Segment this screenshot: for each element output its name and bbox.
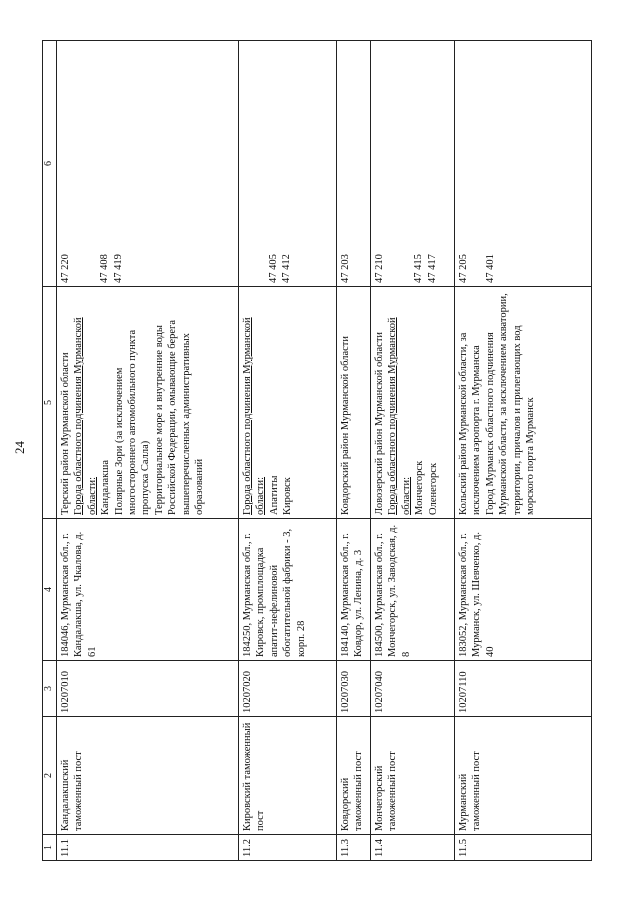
okato-code: 47 412 <box>281 254 293 283</box>
header-row <box>43 41 57 861</box>
territory-line: Кольский район Мурманской области, за исключением аэропорта г. Мурманска <box>457 332 483 515</box>
customs-posts-table <box>42 40 592 861</box>
territory-line: Оленегорск <box>427 462 439 515</box>
okato-code: 47 415 <box>413 254 425 283</box>
row-number: 11.3 <box>336 835 370 861</box>
territory-line: Кандалакша <box>100 460 112 515</box>
territory-line: Города областного подчинения Мурманской области: <box>241 317 267 515</box>
document-page <box>42 41 592 861</box>
post-code: 10207010 <box>56 661 238 717</box>
territory-cell <box>370 287 454 519</box>
okato-cell <box>336 41 370 287</box>
col-header: 3 <box>43 661 57 717</box>
okato-code: 47 419 <box>112 254 124 283</box>
okato-cell <box>454 41 591 287</box>
okato-code: 47 220 <box>59 254 71 283</box>
territory-line: Территориальное море и внутренние воды Российской Федерации, омывающие берега вышеперечисленных административных образований <box>153 319 206 515</box>
row-number: 11.5 <box>454 835 591 861</box>
okato-cell <box>370 41 454 287</box>
table-row <box>238 41 336 861</box>
okato-cell <box>238 41 336 287</box>
territory-cell <box>56 287 238 519</box>
territory-line: Город Мурманск областного подчинения Мурманской области, за исключением акватории, территории, причалов и прилегающих вод морского порта Мурманск <box>484 293 536 515</box>
territory-line: Кировск <box>282 477 294 515</box>
territory-line: Терский район Мурманской области <box>59 352 71 515</box>
row-number: 11.1 <box>56 835 238 861</box>
okato-code: 47 401 <box>485 254 497 283</box>
post-name: Мончегорский таможенный пост <box>370 717 454 835</box>
col-header: 2 <box>43 717 57 835</box>
territory-line: Полярные Зори (за исключением многостороннего автомобильного пункта пропуска Салла) <box>113 329 152 515</box>
okato-cell <box>56 41 238 287</box>
okato-code: 47 408 <box>99 254 111 283</box>
post-name: Мурманский таможенный пост <box>454 717 591 835</box>
post-name: Кировский таможенный пост <box>238 717 336 835</box>
post-address: 184500, Мурманская обл., г. Мончегорск, ул. Заводская, д. 8 <box>370 519 454 661</box>
territory-line: Города областного подчинения Мурманской области: <box>387 317 412 515</box>
row-number: 11.2 <box>238 835 336 861</box>
col-header: 5 <box>43 287 57 519</box>
territory-cell <box>336 287 370 519</box>
territory-cell <box>238 287 336 519</box>
territory-cell <box>454 287 591 519</box>
post-code: 10207110 <box>454 661 591 717</box>
territory-line: Ловозерский район Мурманской области <box>373 331 385 515</box>
col-header: 6 <box>43 41 57 287</box>
post-code: 10207020 <box>238 661 336 717</box>
territory-line: Города областного подчинения Мурманской области: <box>73 317 98 515</box>
okato-code: 47 205 <box>457 254 469 283</box>
table-row <box>454 41 591 861</box>
table-row <box>56 41 238 861</box>
col-header: 4 <box>43 519 57 661</box>
post-address: 183052, Мурманская обл., г. Мурманск, ул. Шевченко, д. 40 <box>454 519 591 661</box>
post-name: Ковдорский таможенный пост <box>336 717 370 835</box>
okato-code: 47 417 <box>426 254 438 283</box>
col-header: 1 <box>43 835 57 861</box>
okato-code: 47 210 <box>373 254 385 283</box>
okato-code: 47 405 <box>267 254 279 283</box>
post-name: Кандалакшский таможенный пост <box>56 717 238 835</box>
page-number: 24 <box>12 441 27 454</box>
territory-line: Апатиты <box>268 475 280 515</box>
row-number: 11.4 <box>370 835 454 861</box>
post-code: 10207030 <box>336 661 370 717</box>
territory-line: Мончегорск <box>414 460 426 515</box>
post-address: 184250, Мурманская обл., г. Кировск, промплощадка апатит-нефелиновой обогатительной фабрики - 3, корп. 28 <box>238 519 336 661</box>
post-address: 184046, Мурманская обл., г. Кандалакша, ул. Чкалова, д. 61 <box>56 519 238 661</box>
table-row <box>370 41 454 861</box>
territory-line: Ковдорский район Мурманской области <box>339 335 351 515</box>
post-code: 10207040 <box>370 661 454 717</box>
okato-code: 47 203 <box>339 254 351 283</box>
table-row <box>336 41 370 861</box>
post-address: 184140, Мурманская обл., г. Ковдор, ул. Ленина, д. 3 <box>336 519 370 661</box>
